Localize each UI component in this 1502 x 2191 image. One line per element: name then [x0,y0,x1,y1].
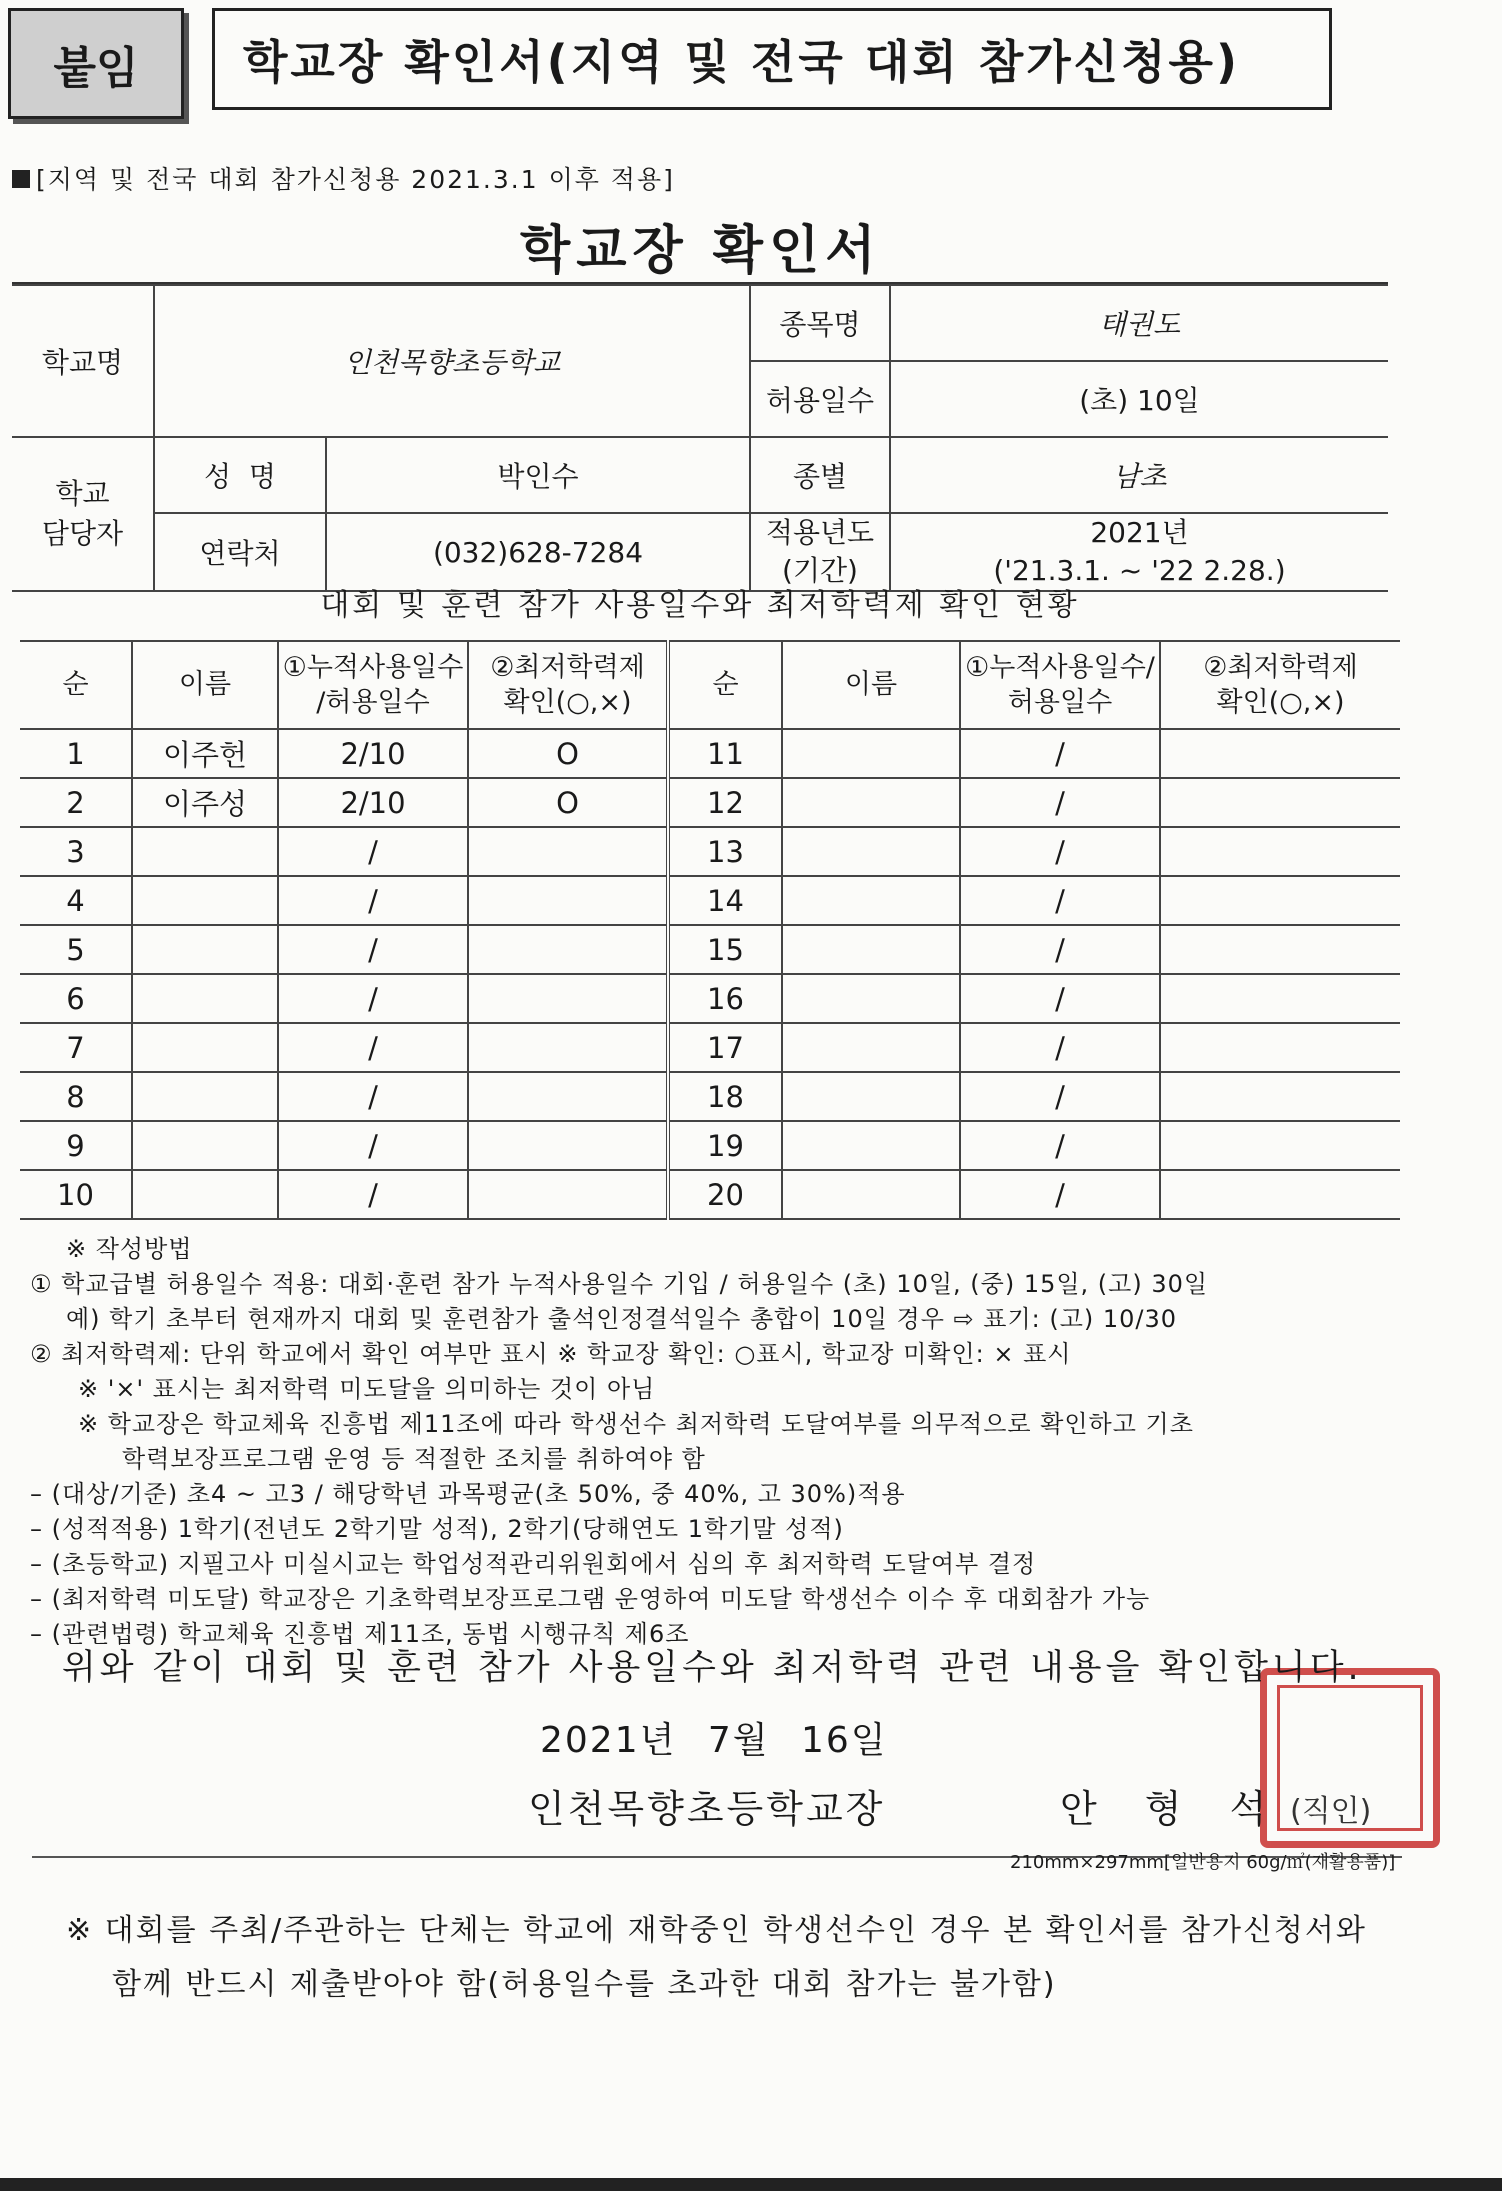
submission-note-line2: 함께 반드시 제출받아야 함(허용일수를 초과한 대회 참가는 불가함) [112,1967,1057,2002]
row-number: 4 [20,876,132,925]
academic-check-right [1160,729,1400,778]
manager-label-line2: 담당자 [41,517,124,550]
student-name [132,876,278,925]
table-row [20,925,1400,974]
confirmation-statement: 위와 같이 대회 및 훈련 참가 사용일수와 최저학력 관련 내용을 확인합니다. [62,1648,1363,1688]
allowed-days-label: 허용일수 [750,361,890,437]
name-value: 박인수 [326,437,750,513]
row-number-right: 19 [668,1121,782,1170]
header-days-right-line2: 허용일수 [1007,687,1113,718]
usage-days-right: / [960,876,1160,925]
academic-check-right [1160,876,1400,925]
submission-note [66,1904,1367,2012]
academic-check-right [1160,778,1400,827]
academic-check [468,1023,668,1072]
student-name-right [782,729,960,778]
gender-label: 종별 [750,437,890,513]
student-name [132,925,278,974]
usage-days: 2/10 [278,778,468,827]
academic-check-right [1160,925,1400,974]
academic-check-right [1160,1023,1400,1072]
usage-header-row [20,641,1400,729]
allowed-days-value: (초) 10일 [890,361,1388,437]
student-name-right [782,1072,960,1121]
student-name-right [782,1170,960,1219]
header-days-right-line1: ①누적사용일수/ [965,651,1155,683]
row-number-right: 12 [668,778,782,827]
note-line: ② 최저학력제: 단위 학교에서 확인 여부만 표시 ※ 학교장 확인: ○표시, 학교장 미확인: × 표시 [30,1340,1072,1368]
student-name-right [782,778,960,827]
row-number: 1 [20,729,132,778]
header-check [468,641,668,729]
row-number: 3 [20,827,132,876]
usage-days: / [278,876,468,925]
table-row [20,1121,1400,1170]
note-line: ※ 학교장은 학교체육 진흥법 제11조에 따라 학생선수 최저학력 도달여부를 의무적으로 확인하고 기초 [78,1410,1194,1438]
academic-check [468,1072,668,1121]
usage-days: / [278,1023,468,1072]
usage-table [20,640,1400,1220]
row-number-right: 11 [668,729,782,778]
gender-value: 남초 [890,437,1388,513]
note-line: 예) 학기 초부터 현재까지 대회 및 훈련참가 출석인정결석일수 총합이 10일 경우 ⇨ 표기: (고) 10/30 [66,1305,1178,1333]
manager-label [12,437,154,591]
event-label: 종목명 [750,285,890,361]
academic-check-right [1160,827,1400,876]
usage-days: / [278,1170,468,1219]
header-days-line2: /허용일수 [316,687,430,718]
usage-days: 2/10 [278,729,468,778]
row-number-right: 18 [668,1072,782,1121]
attachment-tag: 붙임 [8,8,184,119]
academic-check [468,974,668,1023]
header-no: 순 [20,641,132,729]
usage-days: / [278,974,468,1023]
student-name [132,1121,278,1170]
row-number-right: 14 [668,876,782,925]
applicability-note-text: [지역 및 전국 대회 참가신청용 2021.3.1 이후 적용] [36,165,675,194]
table-row [20,729,1400,778]
seal-label: (직인) [1290,1794,1372,1829]
period-label-line1: 적용년도 [765,516,875,549]
student-name-right [782,974,960,1023]
row-number: 7 [20,1023,132,1072]
paper-spec: 210mm×297mm[일반용지 60g/㎡(재활용품)] [1010,1852,1396,1873]
note-line: – (최저학력 미도달) 학교장은 기초학력보장프로그램 운영하여 미도달 학생선수 이수 후 대회참가 가능 [30,1585,1151,1613]
name-label: 성 명 [154,437,326,513]
info-table [12,284,1388,592]
student-name: 이주헌 [132,729,278,778]
header-name: 이름 [132,641,278,729]
principal-name: 안 형 석 [1060,1787,1285,1831]
row-number: 5 [20,925,132,974]
student-name [132,974,278,1023]
note-line: – (대상/기준) 초4 ~ 고3 / 해당학년 과목평균(초 50%, 중 40%, 고 30%)적용 [30,1480,906,1508]
academic-check: O [468,778,668,827]
note-line: – (초등학교) 지필고사 미실시교는 학업성적관리위원회에서 심의 후 최저학력 도달여부 결정 [30,1550,1037,1578]
academic-check [468,876,668,925]
usage-days: / [278,827,468,876]
academic-check [468,827,668,876]
row-number-right: 17 [668,1023,782,1072]
academic-check [468,1170,668,1219]
usage-days-right: / [960,1072,1160,1121]
row-number: 10 [20,1170,132,1219]
manager-label-line1: 학교 [55,477,110,510]
header-days-right [960,641,1160,729]
table-row [20,778,1400,827]
table-row [20,876,1400,925]
header-days-line1: ①누적사용일수 [282,651,464,683]
header-check-right-line1: ②최저학력제 [1203,651,1358,683]
period-label-line2: (기간) [782,554,858,587]
row-number-right: 20 [668,1170,782,1219]
usage-days-right: / [960,729,1160,778]
header-check-line1: ②최저학력제 [490,651,645,683]
usage-days-right: / [960,1023,1160,1072]
academic-check: O [468,729,668,778]
header-check-right-line2: 확인(○,×) [1216,687,1345,718]
usage-days-right: / [960,974,1160,1023]
header-days [278,641,468,729]
student-name [132,1072,278,1121]
header-name-right: 이름 [782,641,960,729]
issuing-school: 인천목향초등학교장 [528,1787,886,1831]
row-number-right: 16 [668,974,782,1023]
table-row [20,1023,1400,1072]
note-line: 학력보장프로그램 운영 등 적절한 조치를 취하여야 함 [122,1445,706,1473]
page-title: 학교장 확인서 [520,221,882,281]
header-check-right [1160,641,1400,729]
usage-days: / [278,1121,468,1170]
table-row [20,827,1400,876]
applicability-note [12,160,675,196]
academic-check-right [1160,1121,1400,1170]
student-name-right [782,827,960,876]
event-value: 태권도 [890,285,1388,361]
submission-note-line1: ※ 대회를 주최/주관하는 단체는 학교에 재학중인 학생선수인 경우 본 확인서를 참가신청서와 [66,1913,1367,1948]
row-number-right: 15 [668,925,782,974]
contact-label: 연락처 [154,513,326,591]
header-check-line2: 확인(○,×) [503,687,632,718]
square-bullet-icon [12,170,30,188]
usage-days-right: / [960,1170,1160,1219]
usage-days-right: / [960,827,1160,876]
academic-check [468,925,668,974]
note-line: – (관련법령) 학교체육 진흥법 제11조, 동법 시행규칙 제6조 [30,1620,690,1648]
school-name-value: 인천목향초등학교 [154,285,750,437]
student-name-right [782,1121,960,1170]
school-name-label: 학교명 [12,285,154,437]
academic-check-right [1160,974,1400,1023]
note-line: ① 학교급별 허용일수 적용: 대회·훈련 참가 누적사용일수 기입 / 허용일수 (초) 10일, (중) 15일, (고) 30일 [30,1270,1209,1298]
student-name-right [782,876,960,925]
table-row [20,1170,1400,1219]
usage-days-right: / [960,925,1160,974]
table-row [20,1072,1400,1121]
usage-days: / [278,925,468,974]
academic-check [468,1121,668,1170]
contact-value: (032)628-7284 [326,513,750,591]
student-name-right [782,925,960,974]
writing-instructions [30,1232,1420,1652]
row-number: 6 [20,974,132,1023]
row-number: 2 [20,778,132,827]
row-number: 9 [20,1121,132,1170]
note-line: ※ 작성방법 [66,1235,193,1263]
note-line: ※ '×' 표시는 최저학력 미도달을 의미하는 것이 아님 [78,1375,656,1403]
academic-check-right [1160,1072,1400,1121]
academic-check-right [1160,1170,1400,1219]
usage-days-right: / [960,1121,1160,1170]
section-title: 대회 및 훈련 참가 사용일수와 최저학력제 확인 현황 [320,588,1080,623]
usage-days-right: / [960,778,1160,827]
student-name [132,1170,278,1219]
issue-date: 2021년 7월 16일 [540,1720,888,1761]
row-number-right: 13 [668,827,782,876]
header-no-right: 순 [668,641,782,729]
student-name [132,1023,278,1072]
document-header-title: 학교장 확인서(지역 및 전국 대회 참가신청용) [212,8,1332,110]
student-name-right [782,1023,960,1072]
period-value-range: ('21.3.1. ~ '22 2.28.) [993,554,1286,587]
row-number: 8 [20,1072,132,1121]
student-name [132,827,278,876]
student-name: 이주성 [132,778,278,827]
period-value-year: 2021년 [1090,516,1189,549]
usage-days: / [278,1072,468,1121]
table-row [20,974,1400,1023]
note-line: – (성적적용) 1학기(전년도 2학기말 성적), 2학기(당해연도 1학기말 성적) [30,1515,844,1543]
page-edge [0,2178,1502,2191]
